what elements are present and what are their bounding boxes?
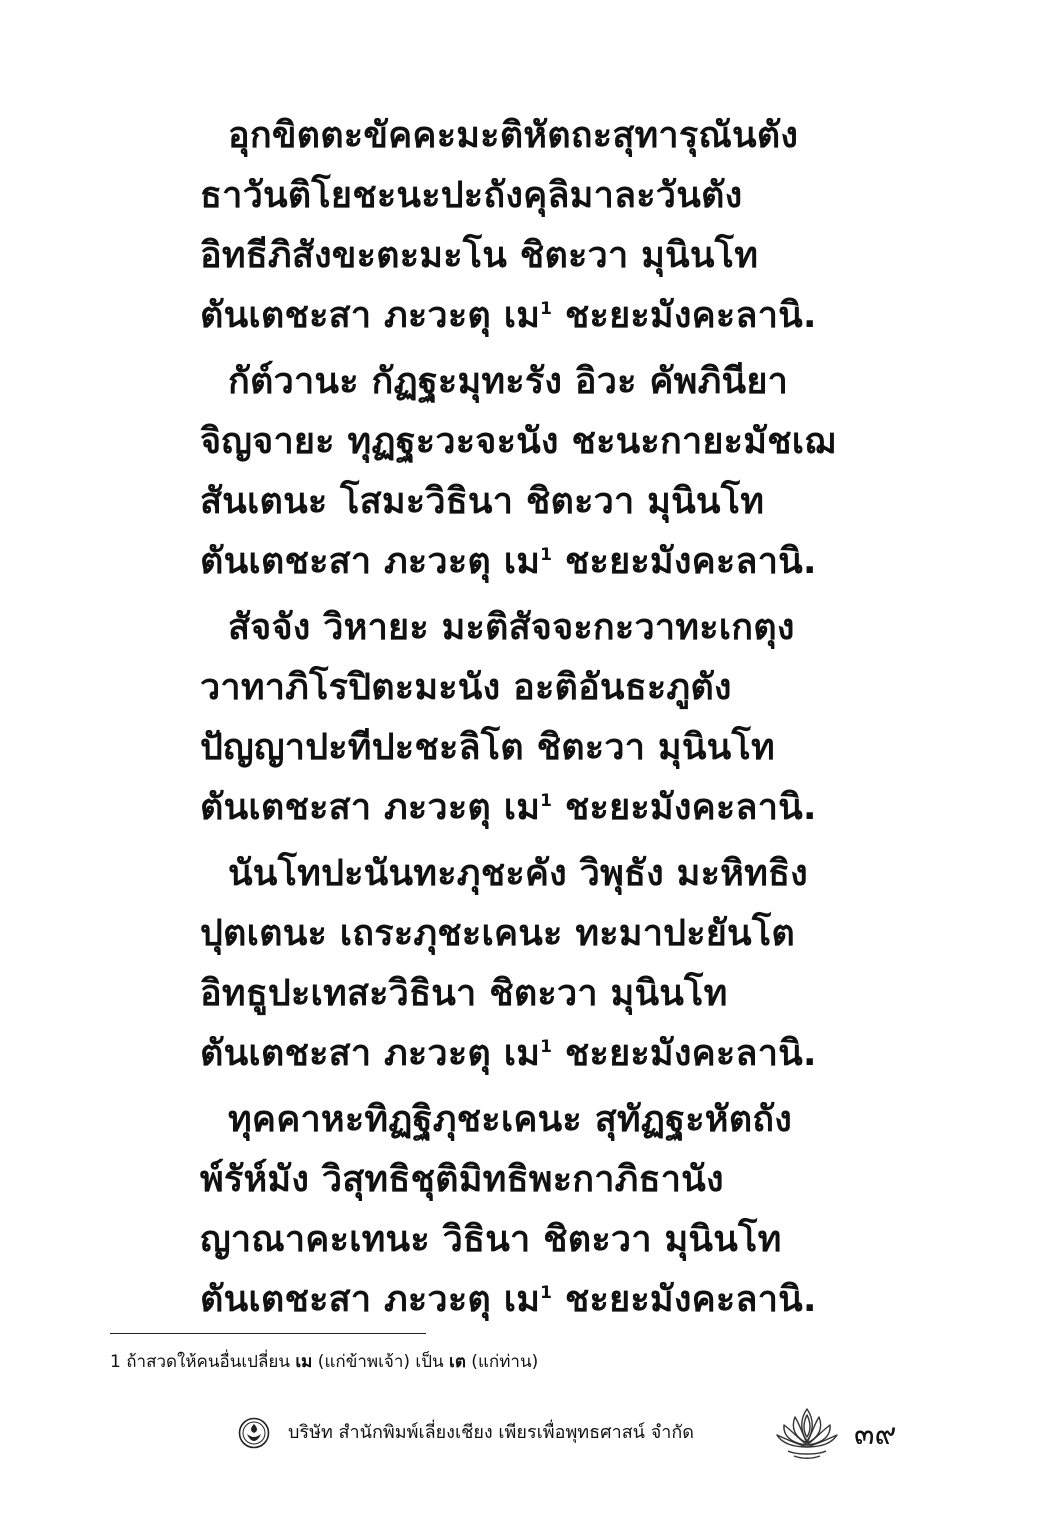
verse-line: อุกขิตตะขัคคะมะติหัตถะสุทารุณันตัง (228, 115, 799, 156)
stanza-4 (200, 844, 900, 1084)
verse-line-start: ตันเตชะสา ภะวะตุ เม (200, 295, 541, 336)
footnote-marker: 1 (540, 791, 553, 811)
footnote-marker: 1 (540, 1037, 553, 1057)
footnote-text: (แก่ท่าน) (465, 1352, 539, 1372)
footnote-bold-term: เม (295, 1352, 313, 1372)
footnote-number: 1 (110, 1352, 121, 1372)
verse-body (200, 106, 900, 1336)
verse-line: ปัญญาปะทีปะชะลิโต ชิตะวา มุนินโท (200, 727, 775, 768)
publisher-seal-icon (238, 1417, 270, 1449)
page-number: ๓๙ (854, 1417, 897, 1452)
verse-line: สัจจัง วิหายะ มะติสัจจะกะวาทะเกตุง (228, 607, 795, 648)
verse-line: อิทธีภิสังขะตะมะโน ชิตะวา มุนินโท (200, 235, 759, 276)
verse-line-end: ชะยะมังคะลานิ. (552, 787, 817, 828)
stanza-2 (200, 352, 900, 592)
verse-line-end: ชะยะมังคะลานิ. (552, 1279, 817, 1320)
lotus-icon (774, 1405, 840, 1461)
verse-line (200, 778, 900, 838)
verse-line-start: ตันเตชะสา ภะวะตุ เม (200, 1033, 541, 1074)
footnote-divider (110, 1333, 426, 1334)
footnote-text: ถ้าสวดให้คนอื่นเปลี่ยน (120, 1352, 296, 1372)
footnote-bold-term: เต (449, 1352, 466, 1372)
verse-line-start: ตันเตชะสา ภะวะตุ เม (200, 1279, 541, 1320)
verse-line: ธาวันติโยชะนะปะถังคุลิมาละวันตัง (200, 175, 743, 216)
footnote-marker: 1 (540, 1283, 553, 1303)
verse-line-start: ตันเตชะสา ภะวะตุ เม (200, 787, 541, 828)
verse-line-end: ชะยะมังคะลานิ. (552, 541, 817, 582)
verse-line: พ์รัห์มัง วิสุทธิชุติมิทธิพะกาภิธานัง (200, 1159, 724, 1200)
verse-line-end: ชะยะมังคะลานิ. (552, 1033, 817, 1074)
page-footer (0, 1405, 1047, 1465)
verse-line-end: ชะยะมังคะลานิ. (552, 295, 817, 336)
verse-line: อิทธูปะเทสะวิธินา ชิตะวา มุนินโท (200, 973, 728, 1014)
verse-line: ปุตเตนะ เถระภุชะเคนะ ทะมาปะยันโต (200, 913, 795, 954)
verse-line (200, 532, 900, 592)
publisher-name: บริษัท สำนักพิมพ์เลี่ยงเชียง เพียรเพื่อพุทธศาสน์ จำกัด (288, 1422, 694, 1443)
verse-line: ญาณาคะเทนะ วิธินา ชิตะวา มุนินโท (200, 1219, 782, 1260)
verse-line: ทุคคาหะทิฏฐิภุชะเคนะ สุทัฏฐะหัตถัง (228, 1099, 793, 1140)
verse-line: กัต์วานะ กัฏฐะมุทะรัง อิวะ คัพภินียา (228, 361, 789, 402)
footnote (110, 1350, 538, 1374)
verse-line (200, 286, 900, 346)
verse-line: วาทาภิโรปิตะมะนัง อะติอันธะภูตัง (200, 667, 732, 708)
verse-line: จิญจายะ ทุฏฐะวะจะนัง ชะนะกายะมัชเฌ (200, 421, 836, 462)
stanza-5 (200, 1090, 900, 1330)
verse-line-start: ตันเตชะสา ภะวะตุ เม (200, 541, 541, 582)
footnote-marker: 1 (540, 299, 553, 319)
stanza-1 (200, 106, 900, 346)
verse-line: นันโทปะนันทะภุชะคัง วิพุธัง มะหิทธิง (228, 853, 808, 894)
verse-line (200, 1024, 900, 1084)
stanza-3 (200, 598, 900, 838)
footnote-marker: 1 (540, 545, 553, 565)
verse-line: สันเตนะ โสมะวิธินา ชิตะวา มุนินโท (200, 481, 765, 522)
verse-line (200, 1270, 900, 1330)
footnote-text: (แก่ข้าพเจ้า) เป็น (312, 1352, 450, 1372)
